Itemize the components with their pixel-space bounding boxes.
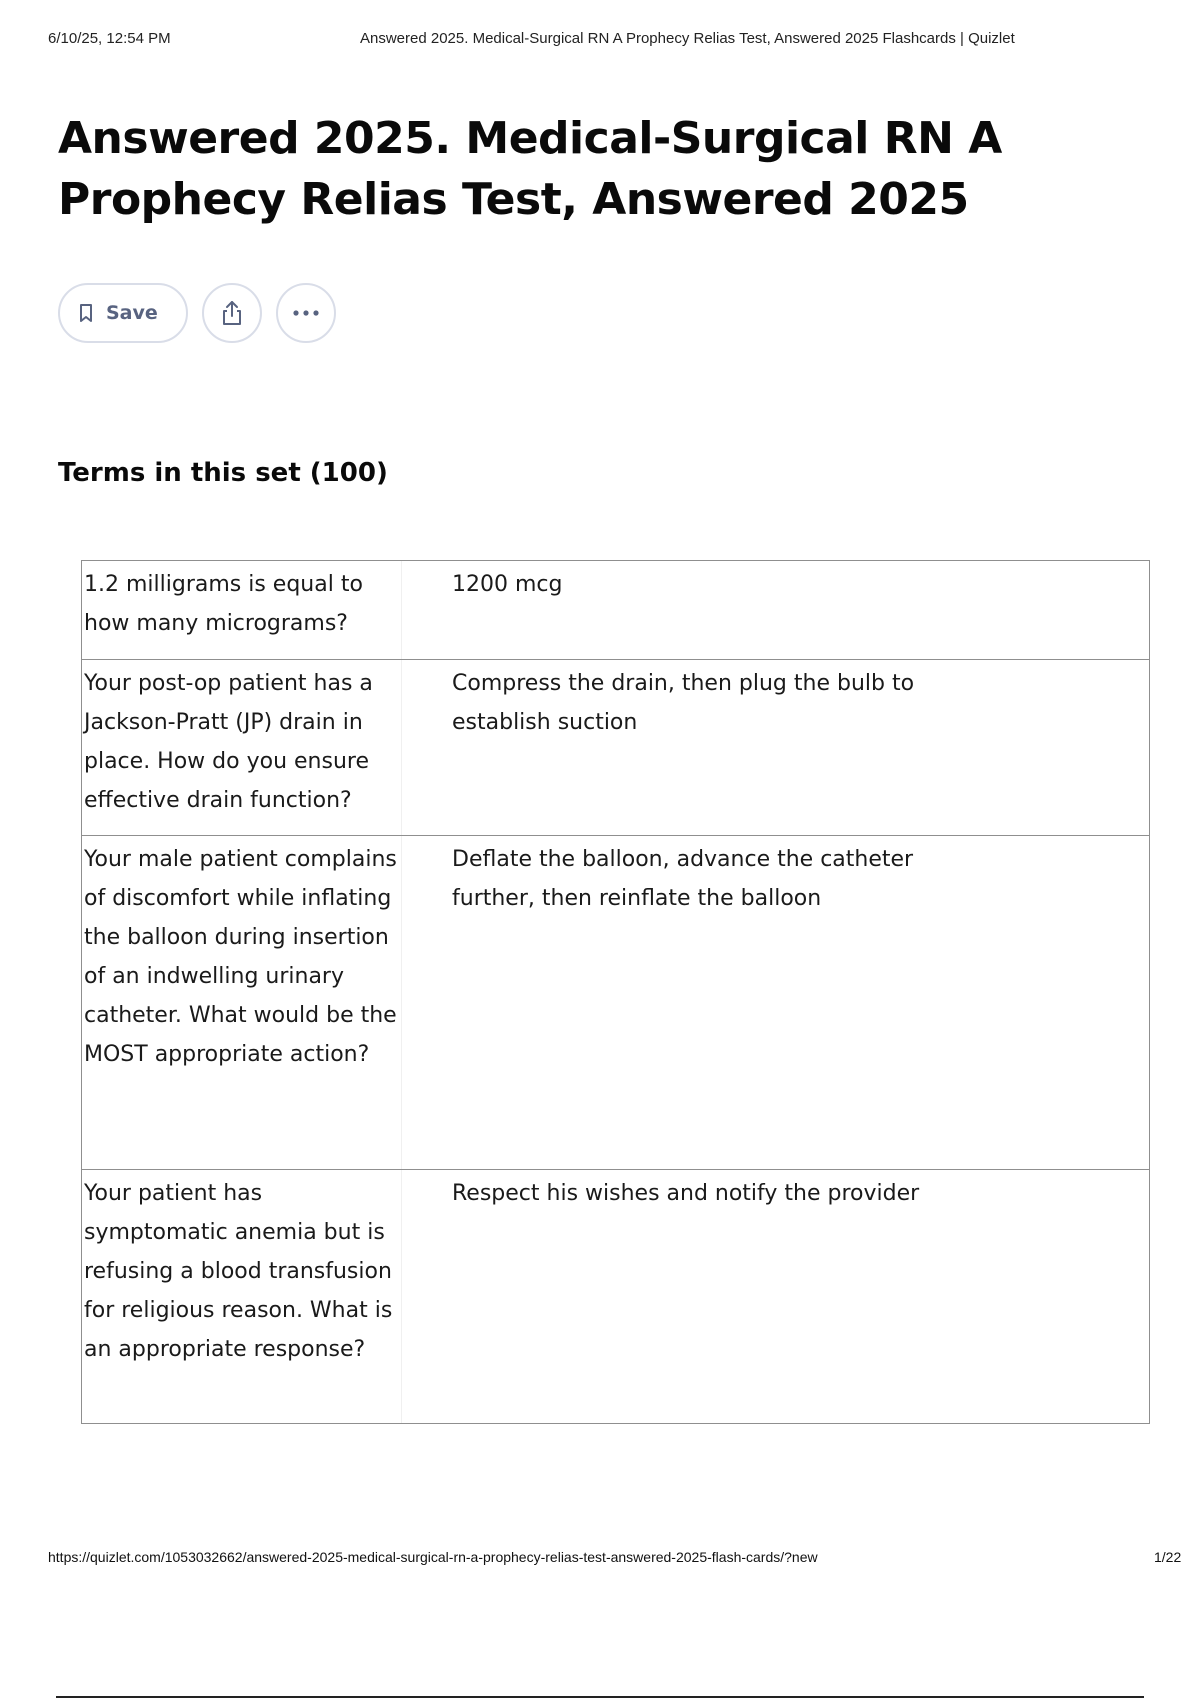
print-date: 6/10/25, 12:54 PM [48,30,171,47]
definition-cell: Respect his wishes and notify the provider [452,1181,920,1206]
table-row [82,561,1149,659]
definition-cell: Compress the drain, then plug the bulb to establish suction [452,671,915,735]
set-actions [58,283,336,343]
print-footer [48,1549,1190,1569]
definition-cell: Deflate the balloon, advance the catheter further, then reinflate the balloon [452,847,914,911]
more-options-icon [292,309,320,317]
share-button[interactable] [202,283,262,343]
table-row [82,835,1149,1169]
term-cell: Your patient has symptomatic anemia but is refusing a blood transfusion for religious reason. What is an appropriate response? [82,1170,402,1423]
bookmark-icon [78,303,94,323]
print-doc-title: Answered 2025. Medical-Surgical RN A Prophecy Relias Test, Answered 2025 Flashcards | Quizlet [360,30,1015,47]
page-number: 1/22 [1154,1549,1182,1565]
table-row [82,1169,1149,1423]
print-header [48,30,1152,50]
terms-heading: Terms in this set (100) [58,458,388,488]
term-cell: 1.2 milligrams is equal to how many micrograms? [82,561,402,659]
more-options-button[interactable] [276,283,336,343]
term-cell: Your post-op patient has a Jackson-Pratt (JP) drain in place. How do you ensure effective drain function? [82,660,402,835]
term-cell: Your male patient complains of discomfort while inflating the balloon during insertion of an indwelling urinary catheter. What would be the MOST appropriate action? [82,836,402,1169]
table-row [82,659,1149,835]
page-title: Answered 2025. Medical-Surgical RN A Prophecy Relias Test, Answered 2025 [58,113,1002,225]
page-url: https://quizlet.com/1053032662/answered-2025-medical-surgical-rn-a-prophecy-relias-test-answered-2025-flash-cards/?new [48,1549,818,1565]
save-button-label: Save [106,302,158,324]
save-button[interactable] [58,283,188,343]
terms-table [81,560,1150,1424]
divider [56,1696,1144,1698]
share-icon [219,299,245,327]
definition-cell: 1200 mcg [452,572,563,597]
